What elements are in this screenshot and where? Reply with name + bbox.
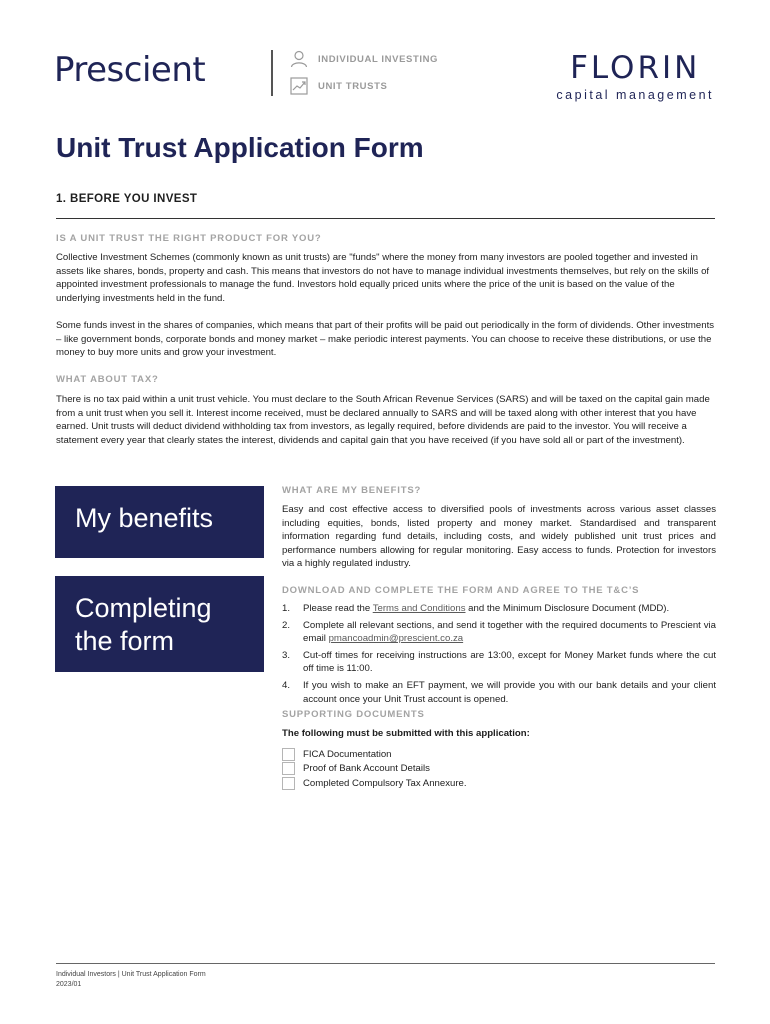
florin-tagline: capital management [556, 88, 714, 102]
paragraph-benefits: Easy and cost effective access to diversified pools of investments across various asset classes including equities, bonds, listed property and money market. Standardised and transparent information regarding fund details, including costs, and widely published unit trust prices and performance numbers allowing for regular monitoring. Easy access to funds. Protection for investors via a highly regulated industry. [282, 504, 716, 570]
checkbox[interactable] [282, 748, 295, 761]
paragraph-tax: There is no tax paid within a unit trust vehicle. You must declare to the South African Revenue Services (SARS) and will be taxed on the capital gain made from a unit trust when you sell it. Interest income received, must be declared annually to SARS and will be taxed along with other interest that you have earned. Unit trusts will deduct dividend withholding tax from investors, as legally required, before dividends are paid to the investor. You will receive a statement every year that clearly states the interest, dividends and capital gain that you have received (if you have sold all or part of the investment). [56, 394, 710, 446]
checklist-item[interactable] [282, 747, 467, 761]
nav-label: INDIVIDUAL INVESTING [318, 53, 439, 65]
section-divider [56, 218, 715, 219]
completing-card [55, 576, 264, 672]
step-text-part: Please read the [303, 603, 373, 614]
person-icon [290, 50, 308, 68]
terms-link[interactable]: Terms and Conditions [372, 603, 466, 614]
step-text-part: and the Minimum Disclosure Document (MDD). [465, 603, 670, 614]
subheading-right-product: IS A UNIT TRUST THE RIGHT PRODUCT FOR YOU? [56, 233, 322, 244]
benefits-card [55, 486, 264, 558]
checklist-label: Proof of Bank Account Details [303, 763, 430, 774]
step-text-part: Complete all relevant sections, and send it together with the required documents to Prescient via email [303, 619, 716, 645]
benefits-card-title: My benefits [75, 503, 214, 533]
list-item [282, 602, 716, 616]
chart-trend-icon [290, 77, 308, 95]
page-title: Unit Trust Application Form [56, 132, 424, 163]
document-checklist [282, 747, 467, 791]
step-text: Cut-off times for receiving instructions are 13:00, except for Money Market funds where the cut off time is 11:00. [303, 649, 716, 675]
step-text [303, 619, 716, 646]
section-heading: 1. BEFORE YOU INVEST [56, 193, 198, 205]
step-text: If you wish to make an EFT payment, we will provide you with our bank details and your client account once your Unit Trust account is opened. [303, 679, 716, 705]
header-divider [271, 50, 273, 96]
subheading-download: DOWNLOAD AND COMPLETE THE FORM AND AGREE TO THE T&C’S [282, 585, 640, 596]
nav-unit-trusts [290, 77, 387, 95]
subheading-benefits: WHAT ARE MY BENEFITS? [282, 485, 422, 496]
list-item [282, 679, 716, 706]
checkbox[interactable] [282, 777, 295, 790]
list-item [282, 649, 716, 676]
paragraph-unit-trusts: Collective Investment Schemes (commonly known as unit trusts) are "funds" where the money from many investors are pooled together and invested in assets like shares, bonds, property and cash. This means that investors do not have to manage individual investments themselves, but rely on the skills of appointed investment professionals to manage the fund. Investors hold equally priced units where the price of the unit is based on the value of the underlying investments held in the fund. [56, 252, 710, 304]
florin-wordmark: FLORIN [570, 50, 701, 86]
footer-version: 2023/01 [56, 981, 82, 988]
completing-card-line1: Completing [75, 593, 212, 623]
supporting-intro: The following must be submitted with this application: [282, 728, 530, 739]
footer-title: Individual Investors | Unit Trust Application Form [56, 971, 206, 978]
checklist-item[interactable] [282, 762, 467, 776]
checklist-item[interactable] [282, 776, 467, 790]
subheading-supporting-documents: SUPPORTING DOCUMENTS [282, 709, 425, 720]
footer-divider [56, 963, 715, 964]
nav-label: UNIT TRUSTS [318, 80, 388, 92]
step-number: 1. [282, 603, 291, 614]
footer [56, 970, 206, 990]
step-text [303, 602, 716, 616]
prescient-logo: Prescient [54, 50, 206, 90]
completing-card-line2: the form [75, 626, 175, 656]
step-number: 4. [282, 679, 291, 691]
florin-logo [556, 52, 714, 102]
checkbox[interactable] [282, 762, 295, 775]
paragraph-dividends: Some funds invest in the shares of companies, which means that part of their profits will be paid out periodically in the form of dividends. Other investments – like government bonds, corporate bonds and money market – make periodic interest payments. You can choose to receive these distributions, or use the money to buy more units and grow your investment. [56, 320, 715, 359]
checklist-label: FICA Documentation [303, 748, 392, 760]
subheading-tax: WHAT ABOUT TAX? [56, 374, 159, 385]
step-number: 3. [282, 649, 291, 661]
step-number: 2. [282, 619, 291, 631]
steps-list [282, 602, 716, 709]
nav-individual-investing [290, 50, 438, 68]
list-item [282, 619, 716, 646]
checklist-label: Completed Compulsory Tax Annexure. [303, 777, 467, 789]
email-link[interactable]: pmancoadmin@prescient.co.za [328, 633, 464, 645]
